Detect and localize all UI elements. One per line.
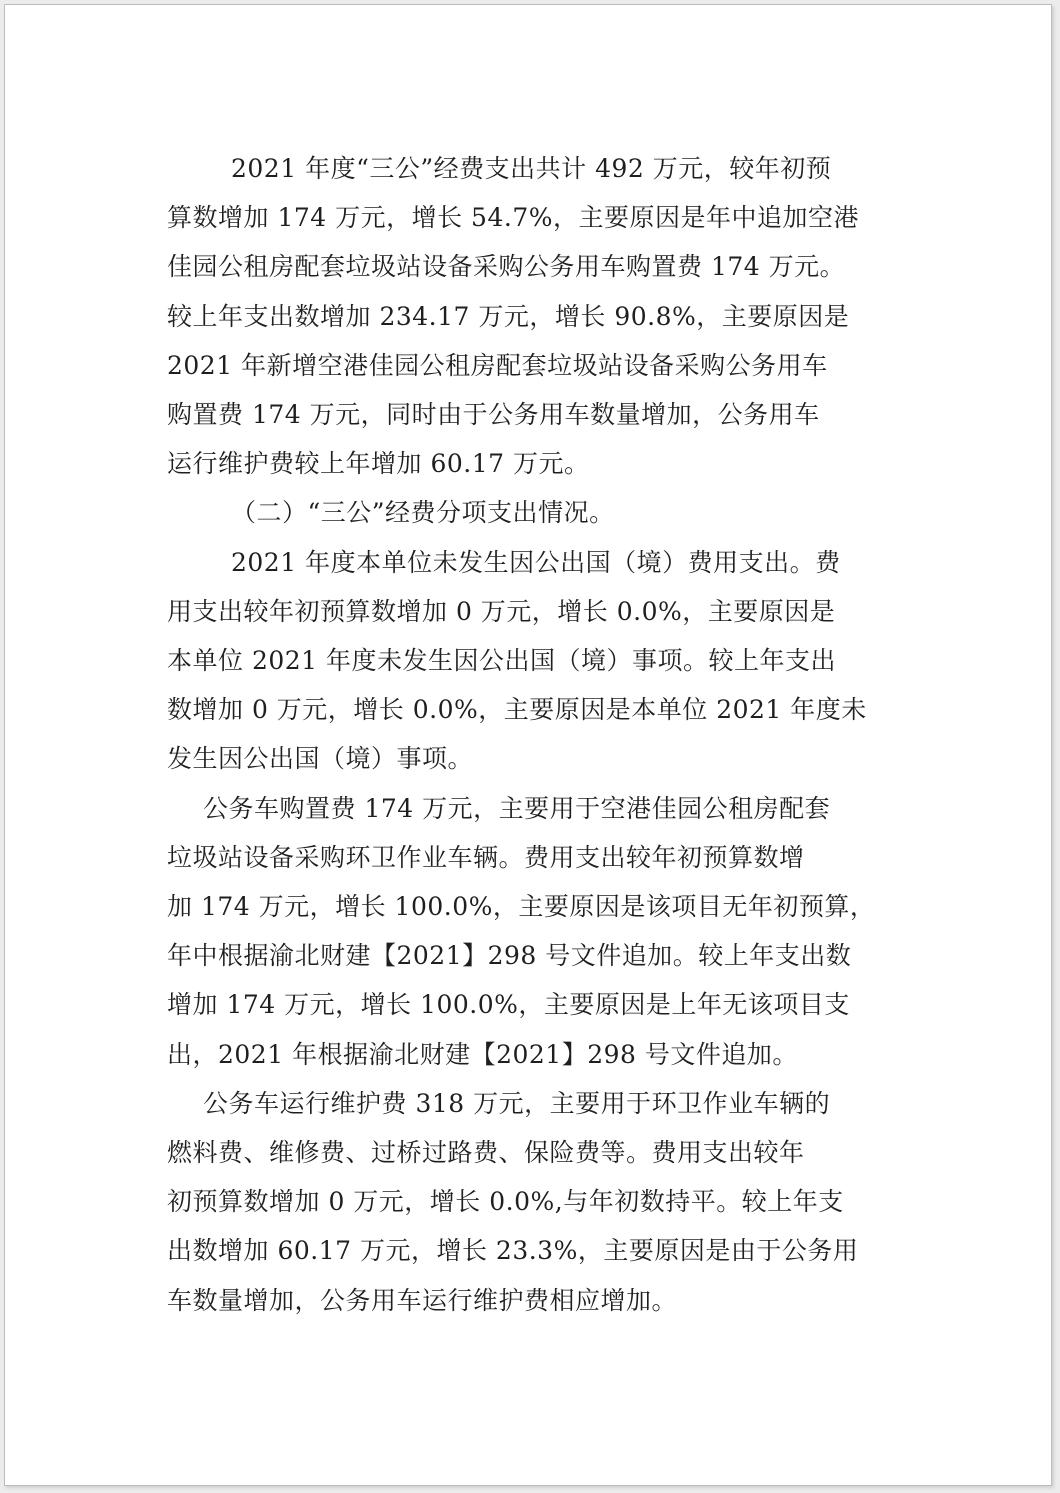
paragraph-abroad	[167, 538, 927, 784]
text-line: 年中根据渝北财建【2021】298 号文件追加。较上年支出数	[167, 941, 852, 971]
paragraph-section-heading	[167, 488, 927, 537]
text-line: 本单位 2021 年度未发生因公出国（境）事项。较上年支出	[167, 646, 837, 676]
text-line: 发生因公出国（境）事项。	[167, 744, 474, 774]
text-line: 公务车运行维护费 318 万元，主要用于环卫作业车辆的	[203, 1088, 831, 1118]
text-line: 出数增加 60.17 万元，增长 23.3%，主要原因是由于公务用	[167, 1236, 859, 1266]
text-line: 初预算数增加 0 万元，增长 0.0%,与年初数持平。较上年支	[167, 1187, 844, 1217]
text-line: 用支出较年初预算数增加 0 万元，增长 0.0%，主要原因是	[167, 596, 836, 626]
text-line: 算数增加 174 万元，增长 54.7%，主要原因是年中追加空港	[167, 203, 859, 233]
paragraph-vehicle-maintenance	[167, 1079, 927, 1325]
text-line: 运行维护费较上年增加 60.17 万元。	[167, 449, 590, 479]
text-line: （二）“三公”经费分项支出情况。	[231, 498, 615, 528]
text-line: 燃料费、维修费、过桥过路费、保险费等。费用支出较年	[167, 1138, 805, 1168]
text-line: 较上年支出数增加 234.17 万元，增长 90.8%，主要原因是	[167, 301, 850, 331]
text-line: 2021 年度本单位未发生因公出国（境）费用支出。费	[231, 547, 841, 577]
text-line: 佳园公租房配套垃圾站设备采购公务用车购置费 174 万元。	[167, 252, 846, 282]
text-line: 2021 年度“三公”经费支出共计 492 万元，较年初预	[231, 154, 832, 183]
text-line: 加 174 万元，增长 100.0%，主要原因是该项目无年初预算，	[167, 892, 876, 922]
text-line: 出，2021 年根据渝北财建【2021】298 号文件追加。	[167, 1039, 798, 1069]
document-page	[4, 4, 1052, 1486]
text-line: 垃圾站设备采购环卫作业车辆。费用支出较年初预算数增	[167, 842, 805, 872]
paragraph-total	[167, 144, 927, 488]
text-line: 公务车购置费 174 万元，主要用于空港佳园公租房配套	[203, 793, 831, 823]
text-line: 数增加 0 万元，增长 0.0%，主要原因是本单位 2021 年度未	[167, 695, 867, 725]
text-line: 2021 年新增空港佳园公租房配套垃圾站设备采购公务用车	[167, 350, 828, 380]
text-line: 购置费 174 万元，同时由于公务用车数量增加，公务用车	[167, 400, 820, 430]
paragraph-vehicle-purchase	[167, 784, 927, 1079]
text-line: 增加 174 万元，增长 100.0%，主要原因是上年无该项目支	[167, 990, 850, 1020]
text-line: 车数量增加，公务用车运行维护费相应增加。	[167, 1285, 678, 1315]
document-body	[167, 144, 927, 1325]
